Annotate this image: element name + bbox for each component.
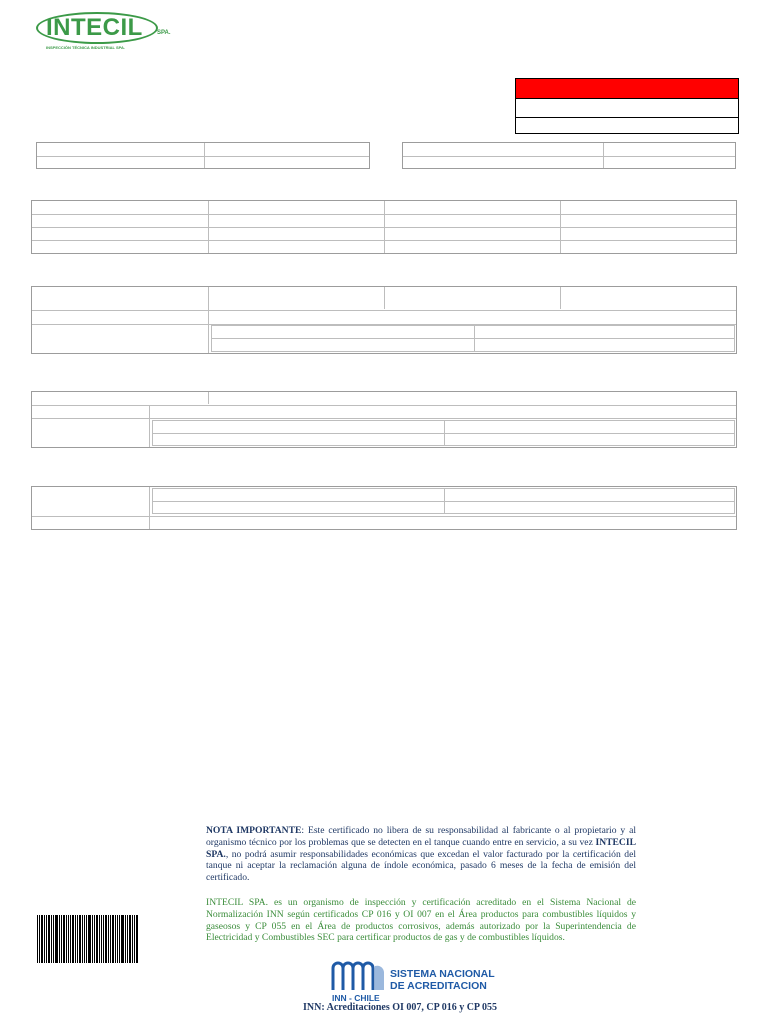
tank-data-table <box>31 200 737 254</box>
info-table-left <box>36 142 370 169</box>
accreditation-note: INTECIL SPA. es un organismo de inspección y certificación acreditado en el Sistema Nacional de Normalización INN según certificados CP 016 y OI 007 en el Área productos para combustibles líquidos y gaseosos y CP 055 en el Área de productos corrosivos, además autorizado por la Superintendencia de Electricidad y Combustibles SEC para certificar productos de gas y de combustibles líquidos. <box>206 897 636 944</box>
important-company: INTECIL SPA. <box>206 836 636 860</box>
company-logo <box>36 12 176 52</box>
important-label: NOTA IMPORTANTE <box>206 825 302 836</box>
info-table-right <box>402 142 736 169</box>
inn-title <box>390 968 495 992</box>
inn-logo <box>330 960 500 1004</box>
inn-line2: DE ACREDITACION <box>390 980 487 992</box>
important-text-1: : Este certificado no libera de su responsabilidad al fabricante o al propietario y al organismo técnico por los problemas que se detecten en el tanque cuando entre en servicio, a su vez <box>206 825 636 848</box>
status-divider <box>516 117 738 118</box>
logo-name: INTECIL <box>46 14 143 41</box>
test-table <box>31 391 737 448</box>
inn-mark-icon <box>330 960 386 992</box>
result-table <box>31 486 737 530</box>
inn-chile: INN - CHILE <box>332 993 380 1003</box>
status-header-bar <box>516 79 738 99</box>
result-subtable <box>152 488 735 514</box>
inn-accreditations: INN: Acreditaciones OI 007, CP 016 y CP 055 <box>303 1002 497 1013</box>
barcode-icon <box>37 915 139 963</box>
certificate-status-box <box>515 78 739 134</box>
inn-line1: SISTEMA NACIONAL <box>390 968 495 980</box>
important-text-2: , no podrá asumir responsabilidades económicas que excedan el valor facturado por la certificación del tanque ni aceptar la reclamación alguna de índole económica, pasado 6 meses de la fecha de emisión del certificado. <box>206 848 636 884</box>
important-note <box>206 825 636 884</box>
test-subtable <box>152 420 735 446</box>
inspection-subtable <box>211 325 735 352</box>
logo-tagline: INSPECCIÓN TÉCNICA INDUSTRIAL SPA. <box>46 45 126 50</box>
logo-suffix: SPA. <box>157 30 171 36</box>
inspection-table <box>31 286 737 354</box>
